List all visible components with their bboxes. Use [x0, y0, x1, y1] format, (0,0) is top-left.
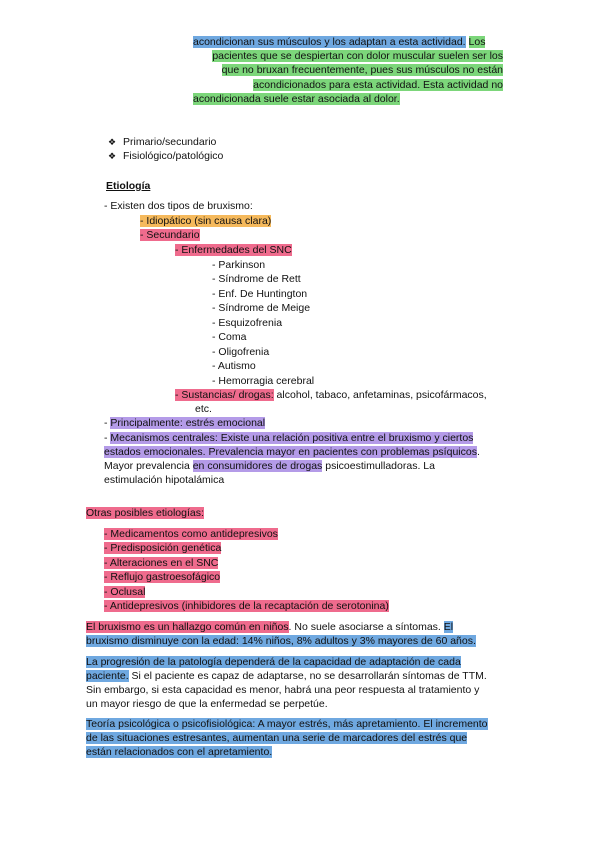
mecanismos-line-1: - Mecanismos centrales: Existe una relación positiva entre el bruxismo y ciertos [104, 432, 474, 444]
para2-line-1: La progresión de la patología dependerá de la capacidad de adaptación de cada [86, 656, 461, 668]
otras-item: - Reflujo gastroesofágico [104, 571, 221, 583]
otras-item: - Antidepresivos (inhibidores de la recaptación de serotonina) [104, 600, 389, 612]
para3-line-1: Teoría psicológica o psicofisiológica: A mayor estrés, más apretamiento. El incremento [86, 718, 488, 730]
otras-item: - Predisposición genética [104, 542, 222, 554]
para3-line-3: están relacionados con el apretamiento. [86, 746, 273, 758]
snc-item: - Coma [212, 331, 247, 343]
intro-line-4: acondicionados para esta actividad. Esta actividad no [253, 79, 503, 91]
etiologia-heading: Etiología [106, 180, 151, 192]
mecanismos-line-2: estados emocionales. Prevalencia mayor en pacientes con problemas psíquicos. [104, 446, 480, 458]
para2-line-3: Sin embargo, si esta capacidad es menor, habrá una peor respuesta al tratamiento y [86, 684, 480, 696]
snc-item: - Autismo [212, 360, 256, 372]
otras-heading: Otras posibles etiologías: [86, 507, 204, 519]
snc-item: - Oligofrenia [212, 346, 270, 358]
snc-item: - Síndrome de Rett [212, 273, 301, 285]
principalmente: - Principalmente: estrés emocional [104, 417, 266, 429]
idiopatico: - Idiopático (sin causa clara) [140, 215, 272, 227]
otras-item: - Medicamentos como antidepresivos [104, 528, 278, 540]
intro-line-1: acondicionan sus músculos y los adaptan a esta actividad. Los [193, 36, 486, 48]
sustancias-etc: etc. [195, 403, 212, 415]
mecanismos-line-4: estimulación hipotalámica [104, 474, 225, 486]
snc-item: - Síndrome de Meige [212, 302, 311, 314]
para2-line-4: un mayor riesgo de que la enfermedad se perpetúe. [86, 698, 328, 710]
snc-item: - Hemorragia cerebral [212, 375, 315, 387]
intro-line-2: pacientes que se despiertan con dolor muscular suelen ser los [212, 50, 503, 62]
sustancias: - Sustancias/ drogas: alcohol, tabaco, anfetaminas, psicofármacos, [175, 389, 487, 401]
snc: - Enfermedades del SNC [175, 244, 292, 256]
intro-line-5: acondicionada suele estar asociada al dolor. [193, 93, 400, 105]
otras-item: - Alteraciones en el SNC [104, 557, 219, 569]
mecanismos-line-3: Mayor prevalencia en consumidores de drogas psicoestimulladoras. La [104, 460, 435, 472]
para2-line-2: paciente. Si el paciente es capaz de adaptarse, no se desarrollarán síntomas de TTM. [86, 670, 487, 682]
intro-line-3: que no bruxan frecuentemente, pues sus músculos no están [221, 64, 503, 76]
snc-item: - Enf. De Huntington [212, 288, 308, 300]
para1-line-2: bruxismo disminuye con la edad: 14% niños, 8% adultos y 3% mayores de 60 años. [86, 635, 476, 647]
secundario: - Secundario [140, 229, 200, 241]
bullet-fisiologico: ❖ Fisiológico/patológico [108, 149, 223, 163]
etiologia-intro: - Existen dos tipos de bruxismo: [104, 200, 253, 212]
para3-line-2: de las situaciones estresantes, aumentan una serie de marcadores del estrés que [86, 732, 468, 744]
snc-item: - Parkinson [212, 259, 266, 271]
otras-item: - Oclusal [104, 586, 146, 598]
para1-line-1: El bruxismo es un hallazgo común en niños. No suele asociarse a síntomas. El [86, 621, 454, 633]
snc-item: - Esquizofrenia [212, 317, 283, 329]
bullet-primario: ❖ Primario/secundario [108, 135, 216, 149]
